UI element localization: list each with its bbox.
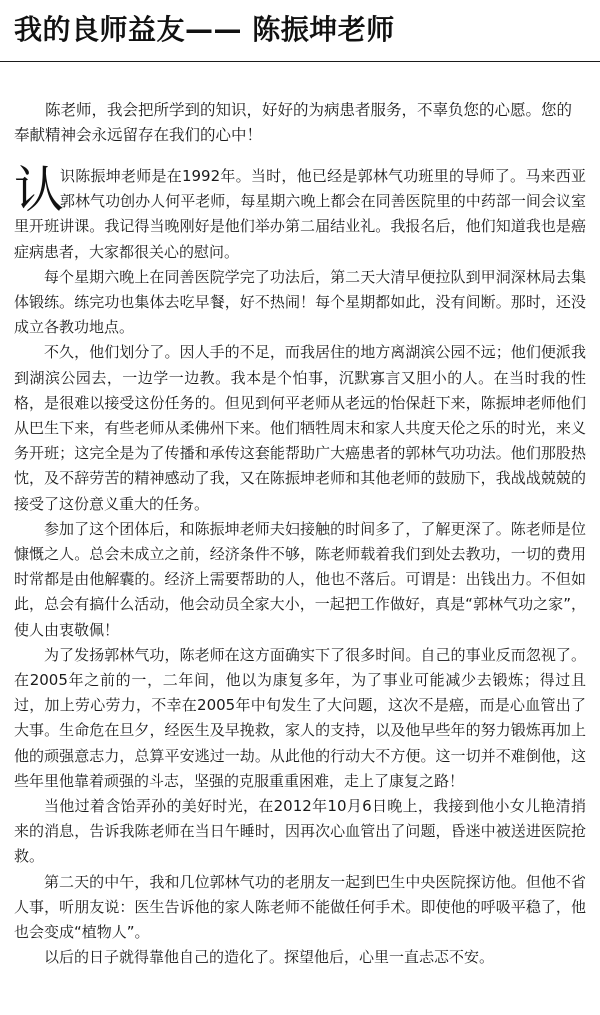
- article-paragraph-6: 当他过着含饴弄孙的美好时光，在2012年10月6日晚上，我接到他小女儿艳清捎来的消息，告诉我陈老师在当日午睡时，因再次心血管出了问题，昏迷中被送进医院抢救。: [14, 797, 586, 866]
- title-bar: [0, 0, 600, 62]
- article-paragraph-5: 为了发扬郭林气功，陈老师在这方面确实下了很多时间。自己的事业反而忽视了。在2005年之前的一，二年间，他以为康复多年，为了事业可能减少去锻炼；得过且过，加上劳心劳力，不幸在2005年中旬发生了大问题，这次不是癌，而是心血管出了大事。生命危在旦夕，经医生及早挽救，家人的支持，以及他早些年的努力锻炼再加上他的顽强意志力，总算平安逃过一劫。从此他的行动大不方便。这一切并不难倒他，这些年里他靠着顽强的斗志，坚强的克服重重困难，走上了康复之路！: [14, 645, 586, 790]
- article-paragraph-1-text: 识陈振坤老师是在1992年。当时，他已经是郭林气功班里的导师了。马来西亚郭林气功创办人何平老师，每星期六晚上都会在同善医院里的中药部一间会议室里开班讲课。我记得当晚刚好是他们举办第二届结业礼。我报名后，他们知道我也是癌症病患者，大家都很关心的慰问。: [14, 167, 586, 261]
- intro-paragraph: 陈老师，我会把所学到的知识，好好的为病患者服务，不辜负您的心愿。您的奉献精神会永远留存在我们的心中！: [14, 101, 573, 144]
- page-title: 我的良师益友—— 陈振坤老师: [14, 13, 395, 46]
- article-paragraph-2: 每个星期六晚上在同善医院学完了功法后，第二天大清早便拉队到甲洞深林局去集体锻练。练完功也集体去吃早餐，好不热闹！每个星期都如此，没有间断。那时，还没成立各教功地点。: [14, 267, 586, 337]
- article-body: [14, 161, 586, 971]
- article-paragraph-1: [14, 161, 586, 265]
- article-paragraph-8: 以后的日子就得靠他自己的造化了。探望他后，心里一直忐忑不安。: [44, 948, 495, 967]
- article-content: [14, 98, 586, 971]
- article-paragraph-4: 参加了这个团体后，和陈振坤老师夫妇接触的时间多了，了解更深了。陈老师是位慷慨之人。总会未成立之前，经济条件不够，陈老师载着我们到处去教功，一切的费用时常都是由他解囊的。经济上需要帮助的人，他也不落后。可谓是：出钱出力。不但如此，总会有搞什么活动，他会动员全家大小，一起把工作做好，真是“郭林气功之家”，使人由衷敬佩！: [14, 519, 586, 639]
- drop-cap: 认: [14, 161, 64, 219]
- article-paragraph-3: 不久，他们划分了。因人手的不足，而我居住的地方离湖滨公园不远；他们便派我到湖滨公园去，一边学一边教。我本是个怕事，沉默寡言又胆小的人。在当时我的性格，是很难以接受这份任务的。但见到何平老师从老远的怡保赶下来，陈振坤老师他们从巴生下来，有些老师从柔佛州下来。他们牺牲周末和家人共度天伦之乐的时光，来义务开班；这完全是为了传播和承传这套能帮助广大癌患者的郭林气功功法。他们那股热忱，及不辞劳苦的精神感动了我，又在陈振坤老师和其他老师的鼓励下，我战战兢兢的接受了这份意义重大的任务。: [14, 343, 586, 513]
- article-paragraph-7: 第二天的中午，我和几位郭林气功的老朋友一起到巴生中央医院探访他。但他不省人事，听朋友说：医生告诉他的家人陈老师不能做任何手术。即使他的呼吸平稳了，他也会变成“植物人”。: [14, 872, 586, 942]
